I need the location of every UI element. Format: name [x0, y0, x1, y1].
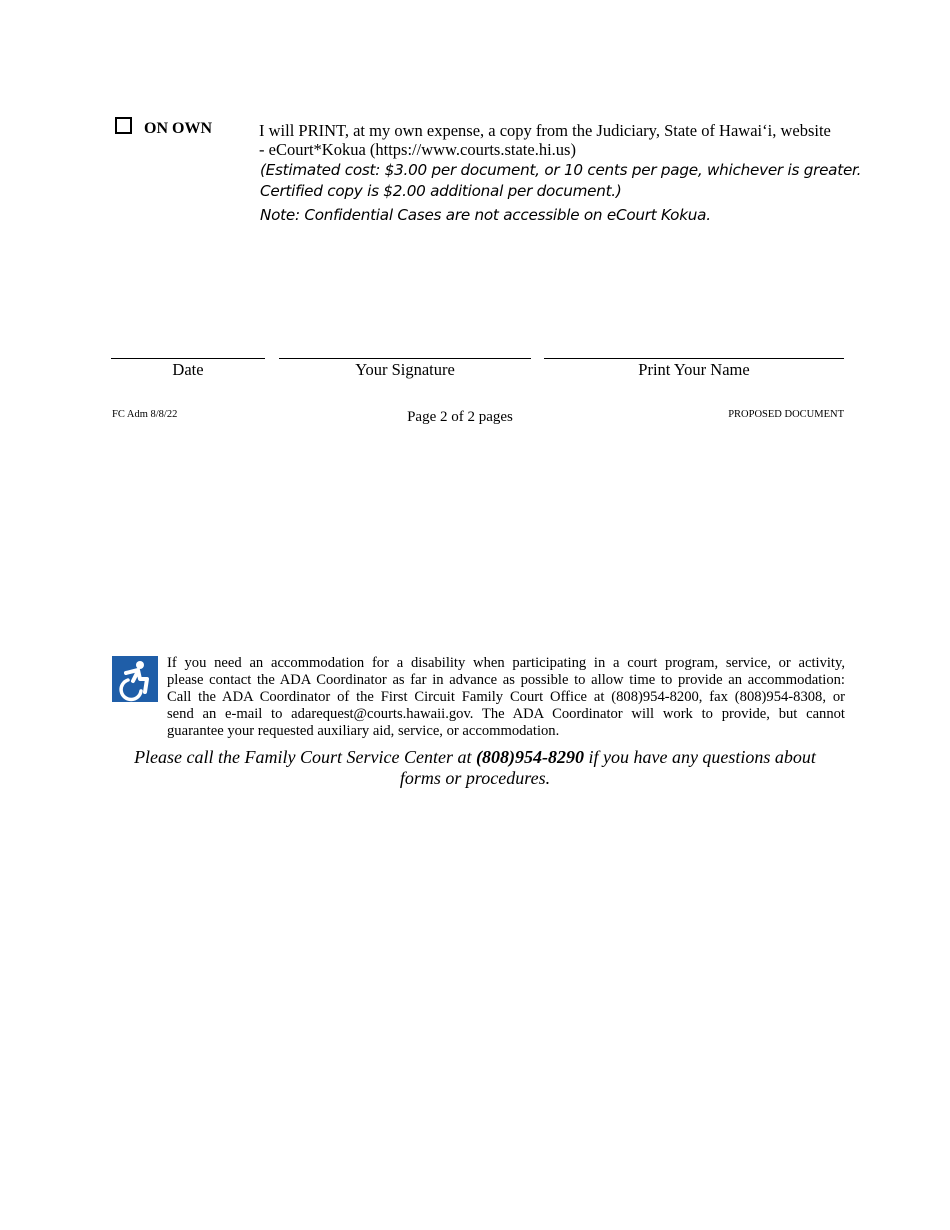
service-center-notice — [100, 747, 850, 789]
accessibility-icon — [112, 656, 158, 702]
service-center-text-after: if you have any questions about — [583, 747, 816, 767]
ada-notice-line: please contact the ADA Coordinator as far in advance as possible to allow time to provide an accommodation: — [167, 672, 845, 688]
ada-notice-line: guarantee your requested auxiliary aid, service, or accommodation. — [167, 723, 560, 739]
form-id: FC Adm 8/8/22 — [112, 409, 178, 420]
service-center-text: Please call the Family Court Service Center at — [134, 747, 476, 767]
on-own-checkbox[interactable] — [115, 117, 132, 134]
document-status: PROPOSED DOCUMENT — [728, 409, 844, 420]
page-number: Page 2 of 2 pages — [407, 409, 513, 425]
print-name-label: Print Your Name — [638, 360, 750, 379]
on-own-label: ON OWN — [144, 120, 212, 137]
ada-notice-line: send an e-mail to adarequest@courts.hawaii.gov. The ADA Coordinator will work to provide, but cannot — [167, 706, 845, 722]
service-center-phone: (808)954-8290 — [475, 747, 584, 767]
confidential-note: Note: Confidential Cases are not accessible on eCourt Kokua. — [260, 206, 711, 224]
ada-notice-line: Call the ADA Coordinator of the First Circuit Family Court Office at (808)954-8200, fax (808)954-8308, or — [167, 689, 845, 705]
ada-notice — [167, 655, 845, 740]
service-center-text-line2: forms or procedures. — [399, 768, 551, 788]
signature-line[interactable] — [279, 358, 531, 359]
signature-label: Your Signature — [355, 360, 455, 379]
ada-notice-line: If you need an accommodation for a disability when participating in a court program, service, or activity, — [167, 655, 845, 671]
on-own-description-line1: I will PRINT, at my own expense, a copy from the Judiciary, State of Hawai‘i, website — [259, 121, 831, 140]
date-label: Date — [172, 360, 204, 379]
print-name-line[interactable] — [544, 358, 844, 359]
estimated-cost-line2: Certified copy is $2.00 additional per document.) — [260, 182, 622, 200]
date-line[interactable] — [111, 358, 265, 359]
on-own-description-line2: - eCourt*Kokua (https://www.courts.state.hi.us) — [259, 140, 576, 159]
estimated-cost-line1: (Estimated cost: $3.00 per document, or 10 cents per page, whichever is greater. — [260, 161, 862, 179]
